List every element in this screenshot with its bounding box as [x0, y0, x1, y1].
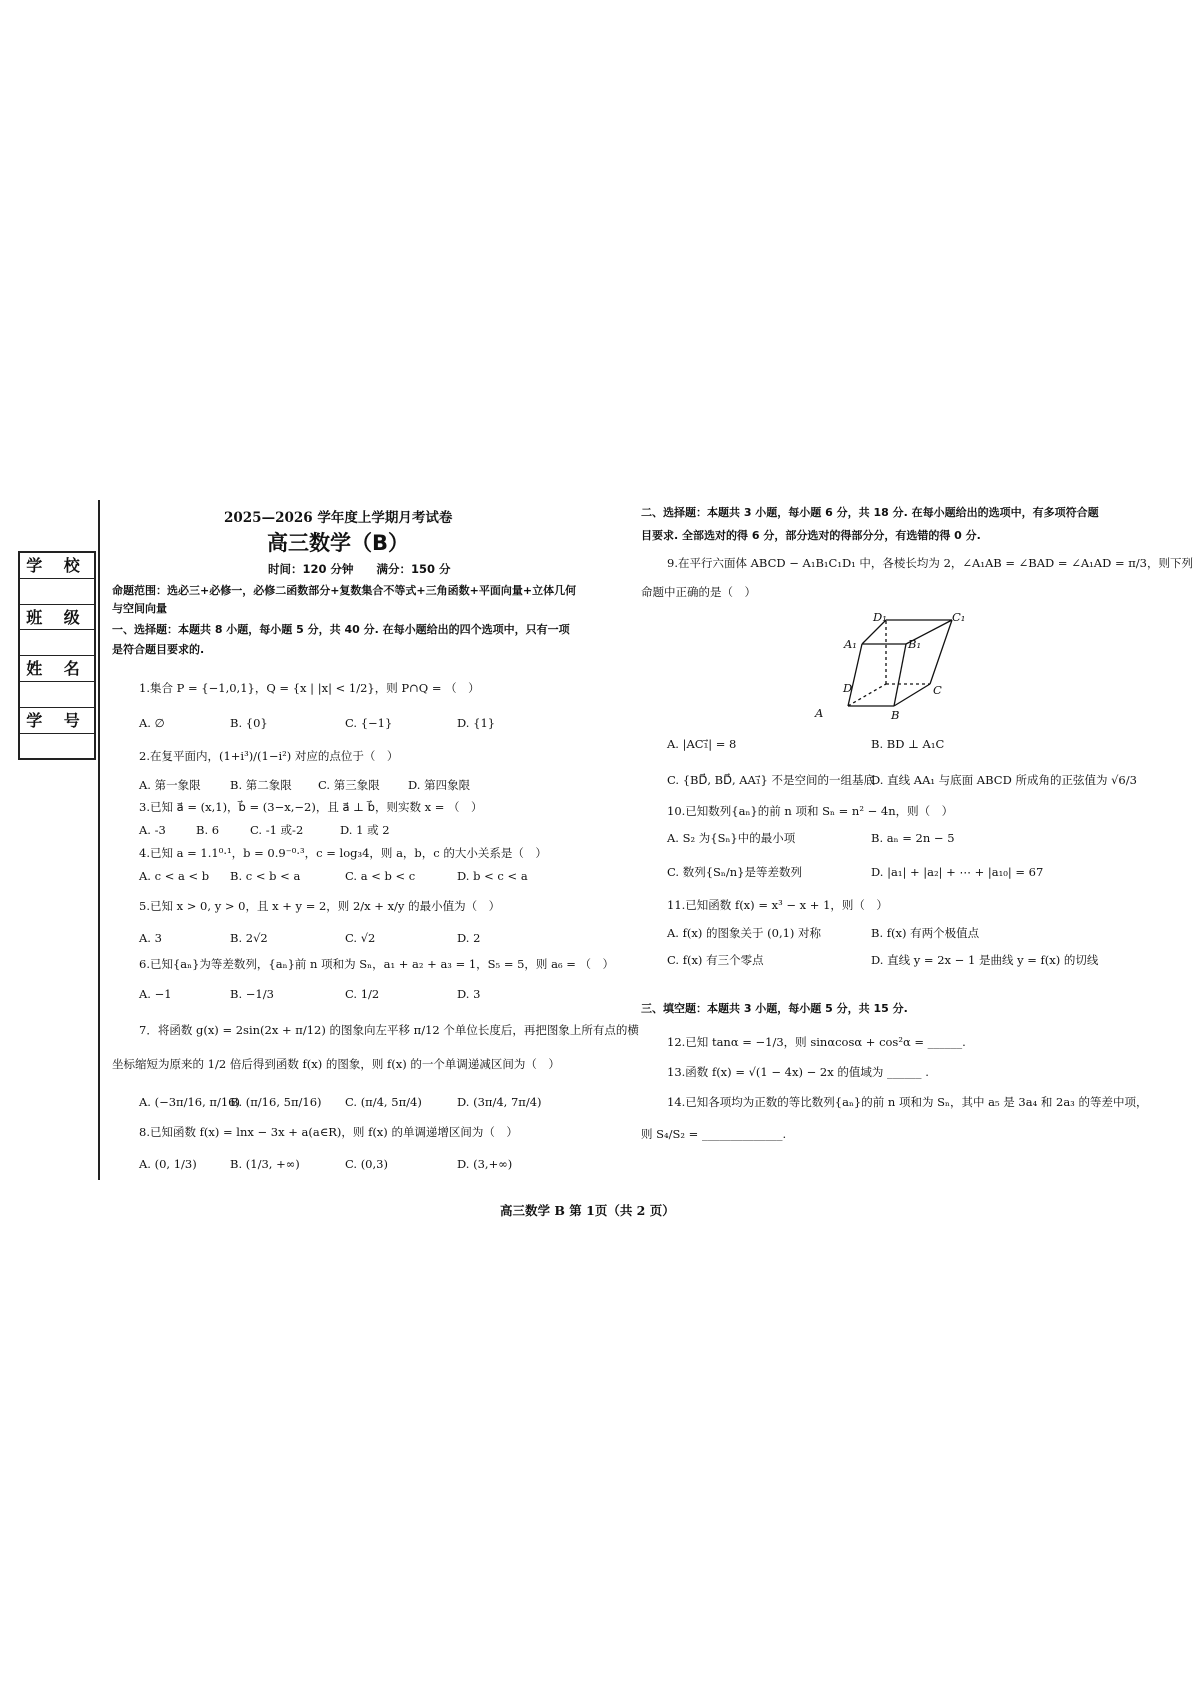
q10-option-a[interactable]: A. S₂ 为{Sₙ}中的最小项 [667, 831, 796, 845]
section2-heading-2: 目要求. 全部选对的得 6 分，部分选对的得部分分，有选错的得 0 分. [641, 529, 981, 542]
scope-line-2: 与空间向量 [112, 602, 167, 615]
q7-option-b[interactable]: B. (π/16, 5π/16) [230, 1095, 322, 1109]
q2-option-d[interactable]: D. 第四象限 [408, 778, 471, 792]
q3-option-b[interactable]: B. 6 [196, 823, 220, 837]
fig-label-c1: C₁ [952, 610, 966, 624]
binding-line [98, 500, 100, 1180]
q9-option-c[interactable]: C. {BD⃗, BD⃗, AA₁⃗} 不是空间的一组基底 [667, 773, 875, 787]
q11-option-d[interactable]: D. 直线 y = 2x − 1 是曲线 y = f(x) 的切线 [871, 953, 1099, 967]
section1-heading-2: 是符合题目要求的. [112, 643, 205, 656]
q1-stem: 1.集合 P = {−1,0,1}，Q = {x | |x| < 1/2}，则 P∩Q = （ ） [139, 681, 480, 695]
q8-option-a[interactable]: A. (0, 1/3) [139, 1157, 197, 1171]
q7-option-c[interactable]: C. (π/4, 5π/4) [345, 1095, 422, 1109]
fig-label-d: D [843, 681, 853, 695]
q1-option-d[interactable]: D. {1} [457, 716, 496, 730]
subject-title: 高三数学（B） [267, 531, 410, 555]
q3-option-c[interactable]: C. -1 或-2 [250, 823, 304, 837]
q11-option-c[interactable]: C. f(x) 有三个零点 [667, 953, 764, 967]
q9-stem-2: 命题中正确的是（ ） [641, 585, 756, 599]
q4-option-d[interactable]: D. b < c < a [457, 869, 528, 883]
q7-stem-2: 坐标缩短为原来的 1/2 倍后得到函数 f(x) 的图象，则 f(x) 的一个单调递减区间为（ ） [112, 1057, 560, 1071]
scope-line-1: 命题范围：选必三+必修一，必修二函数部分+复数集合不等式+三角函数+平面向量+立体几何 [112, 584, 577, 597]
q8-option-c[interactable]: C. (0,3) [345, 1157, 388, 1171]
q10-option-c[interactable]: C. 数列{Sₙ/n}是等差数列 [667, 865, 802, 879]
q14-stem-2: 则 S₄/S₂ = ______________. [641, 1127, 787, 1141]
school-label: 学 校 [20, 553, 94, 579]
section1-heading-1: 一、选择题：本题共 8 小题，每小题 5 分，共 40 分. 在每小题给出的四个选项中，只有一项 [112, 623, 570, 636]
q2-option-c[interactable]: C. 第三象限 [318, 778, 380, 792]
name-field[interactable] [20, 682, 94, 708]
q1-option-b[interactable]: B. {0} [230, 716, 268, 730]
exam-title: 2025—2026 学年度上学期月考试卷 [224, 510, 453, 526]
q4-stem: 4.已知 a = 1.1⁰·¹，b = 0.9⁻⁰·³，c = log₃4，则 a，b，c 的大小关系是（ ） [139, 846, 547, 860]
q12-stem: 12.已知 tanα = −1/3，则 sinαcosα + cos²α = ______. [667, 1035, 966, 1049]
q1-option-a[interactable]: A. ∅ [139, 716, 165, 730]
q2-option-b[interactable]: B. 第二象限 [230, 778, 292, 792]
q11-stem: 11.已知函数 f(x) = x³ − x + 1，则（ ） [667, 898, 888, 912]
q7-option-d[interactable]: D. (3π/4, 7π/4) [457, 1095, 542, 1109]
q7-option-a[interactable]: A. (−3π/16, π/16) [139, 1095, 240, 1109]
fig-label-c: C [933, 683, 942, 697]
q9-option-b[interactable]: B. BD ⊥ A₁C [871, 737, 945, 751]
q9-option-a[interactable]: A. |AC₁⃗| = 8 [667, 737, 737, 751]
fig-label-b: B [891, 708, 900, 722]
q3-option-d[interactable]: D. 1 或 2 [340, 823, 390, 837]
student-id-field[interactable] [20, 734, 94, 759]
q11-option-b[interactable]: B. f(x) 有两个极值点 [871, 926, 980, 940]
q3-stem: 3.已知 a⃗ = (x,1)，b⃗ = (3−x,−2)，且 a⃗ ⊥ b⃗，则实数 x = （ ） [139, 800, 483, 814]
q5-option-a[interactable]: A. 3 [139, 931, 162, 945]
q5-option-d[interactable]: D. 2 [457, 931, 481, 945]
q6-stem: 6.已知{aₙ}为等差数列，{aₙ}前 n 项和为 Sₙ，a₁ + a₂ + a₃ = 1，S₅ = 5，则 a₆ = （ ） [139, 957, 615, 971]
q14-stem-1: 14.已知各项均为正数的等比数列{aₙ}的前 n 项和为 Sₙ，其中 a₅ 是 3a₄ 和 2a₃ 的等差中项， [667, 1095, 1148, 1109]
page-footer: 高三数学 B 第 1页（共 2 页） [500, 1203, 675, 1218]
q7-stem-1: 7．将函数 g(x) = 2sin(2x + π/12) 的图象向左平移 π/12 个单位长度后，再把图象上所有点的横 [139, 1023, 639, 1037]
q6-option-c[interactable]: C. 1/2 [345, 987, 380, 1001]
q6-option-d[interactable]: D. 3 [457, 987, 481, 1001]
q5-option-b[interactable]: B. 2√2 [230, 931, 268, 945]
q10-stem: 10.已知数列{aₙ}的前 n 项和 Sₙ = n² − 4n，则（ ） [667, 804, 954, 818]
q6-option-a[interactable]: A. −1 [139, 987, 172, 1001]
q4-option-a[interactable]: A. c < a < b [139, 869, 210, 883]
fig-label-d1: D₁ [873, 610, 887, 624]
q5-option-c[interactable]: C. √2 [345, 931, 376, 945]
q13-stem: 13.函数 f(x) = √(1 − 4x) − 2x 的值域为 ______ . [667, 1065, 929, 1079]
fig-label-a: A [815, 706, 824, 720]
q10-option-d[interactable]: D. |a₁| + |a₂| + ⋯ + |a₁₀| = 67 [871, 865, 1044, 879]
q10-option-b[interactable]: B. aₙ = 2n − 5 [871, 831, 955, 845]
q5-stem: 5.已知 x > 0, y > 0，且 x + y = 2，则 2/x + x/y 的最小值为（ ） [139, 899, 501, 913]
q9-stem-1: 9.在平行六面体 ABCD − A₁B₁C₁D₁ 中，各棱长均为 2，∠A₁AB = ∠BAD = ∠A₁AD = π/3，则下列 [667, 556, 1193, 570]
q3-option-a[interactable]: A. -3 [139, 823, 166, 837]
q1-option-c[interactable]: C. {−1} [345, 716, 393, 730]
section3-heading: 三、填空题：本题共 3 小题，每小题 5 分，共 15 分. [641, 1002, 908, 1015]
q8-option-b[interactable]: B. (1/3, +∞) [230, 1157, 300, 1171]
section2-heading-1: 二、选择题：本题共 3 小题，每小题 6 分，共 18 分. 在每小题给出的选项中，有多项符合题 [641, 506, 1099, 519]
school-field[interactable] [20, 579, 94, 605]
q6-option-b[interactable]: B. −1/3 [230, 987, 274, 1001]
q8-stem: 8.已知函数 f(x) = lnx − 3x + a(a∈R)，则 f(x) 的单调递增区间为（ ） [139, 1125, 518, 1139]
student-id-label: 学 号 [20, 708, 94, 734]
student-info-table [18, 551, 96, 760]
q11-option-a[interactable]: A. f(x) 的图象关于 (0,1) 对称 [667, 926, 822, 940]
exam-meta: 时间：120 分钟 满分：150 分 [268, 562, 451, 576]
fig-label-b1: B₁ [908, 637, 922, 651]
name-label: 姓 名 [20, 656, 94, 682]
class-label: 班 级 [20, 605, 94, 631]
q4-option-b[interactable]: B. c < b < a [230, 869, 301, 883]
q2-option-a[interactable]: A. 第一象限 [139, 778, 201, 792]
q4-option-c[interactable]: C. a < b < c [345, 869, 416, 883]
fig-label-a1: A₁ [844, 637, 857, 651]
q2-stem: 2.在复平面内，(1+i³)/(1−i²) 对应的点位于（ ） [139, 749, 399, 763]
class-field[interactable] [20, 630, 94, 656]
q8-option-d[interactable]: D. (3,+∞) [457, 1157, 513, 1171]
q9-option-d[interactable]: D. 直线 AA₁ 与底面 ABCD 所成角的正弦值为 √6/3 [871, 773, 1137, 787]
